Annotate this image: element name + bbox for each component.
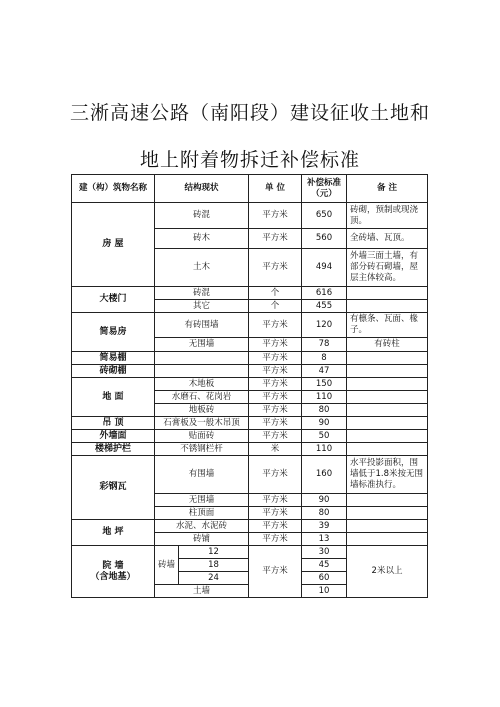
value-cell: 90	[302, 494, 347, 507]
category-name: 吊 顶	[72, 417, 155, 430]
header-standard	[302, 175, 347, 203]
table-row	[72, 430, 428, 443]
note-cell	[347, 391, 428, 404]
structure-cell: 石膏板及一般木吊顶	[155, 417, 249, 430]
value-cell: 494	[302, 249, 347, 287]
unit-cell: 平方米	[249, 313, 302, 338]
note-cell: 有砖柱	[347, 338, 428, 352]
table-row	[72, 352, 428, 365]
header-note: 备 注	[347, 175, 428, 203]
unit-cell: 平方米	[249, 249, 302, 287]
table-row	[72, 443, 428, 456]
category-name: 砖砌棚	[72, 365, 155, 378]
table-row	[72, 365, 428, 378]
structure-cell	[155, 365, 249, 378]
note-cell	[347, 365, 428, 378]
category-name: 大楼门	[72, 287, 155, 313]
table-row	[72, 456, 428, 494]
category-name: 简易房	[72, 313, 155, 352]
header-unit: 单 位	[249, 175, 302, 203]
unit-cell: 个	[249, 300, 302, 313]
structure-cell: 有围墙	[155, 456, 249, 494]
category-name: 地 坪	[72, 520, 155, 546]
note-cell	[347, 300, 428, 313]
header-standard-bottom: （元）	[311, 188, 337, 199]
note-cell	[347, 494, 428, 507]
thickness-cell: 24	[179, 572, 249, 585]
value-cell: 560	[302, 229, 347, 249]
unit-cell: 平方米	[249, 507, 302, 520]
table-row	[72, 417, 428, 430]
unit-cell: 平方米	[249, 365, 302, 378]
structure-cell	[155, 352, 249, 365]
structure-cell: 土墙	[155, 585, 249, 598]
value-cell: 50	[302, 430, 347, 443]
unit-cell: 平方米	[249, 546, 302, 598]
structure-cell: 无围墙	[155, 494, 249, 507]
unit-cell: 平方米	[249, 456, 302, 494]
structure-cell: 砖混	[155, 287, 249, 300]
structure-cell: 无围墙	[155, 338, 249, 352]
value-cell: 10	[302, 585, 347, 598]
category-name: 楼梯护栏	[72, 443, 155, 456]
thickness-cell: 18	[179, 559, 249, 572]
structure-cell: 水泥、水泥砖	[155, 520, 249, 533]
unit-cell: 平方米	[249, 520, 302, 533]
unit-cell: 平方米	[249, 404, 302, 417]
unit-cell: 平方米	[249, 352, 302, 365]
header-standard-top: 补偿标准	[307, 177, 342, 188]
value-cell: 455	[302, 300, 347, 313]
unit-cell: 平方米	[249, 378, 302, 391]
note-cell	[347, 352, 428, 365]
note-cell: 砖砌，预制或现浇顶。	[347, 203, 428, 229]
structure-cell: 其它	[155, 300, 249, 313]
value-cell: 150	[302, 378, 347, 391]
note-cell	[347, 404, 428, 417]
value-cell: 120	[302, 313, 347, 338]
note-cell	[347, 430, 428, 443]
unit-cell: 平方米	[249, 494, 302, 507]
unit-cell: 平方米	[249, 203, 302, 229]
table-row	[72, 546, 428, 559]
wall-type-cell: 砖墙	[155, 546, 179, 585]
value-cell: 90	[302, 417, 347, 430]
unit-cell: 米	[249, 443, 302, 456]
category-name: 房 屋	[72, 203, 155, 287]
note-cell	[347, 443, 428, 456]
note-cell	[347, 378, 428, 391]
table-row	[72, 203, 428, 229]
table-row	[72, 287, 428, 300]
structure-cell: 水磨石、花岗岩	[155, 391, 249, 404]
value-cell: 47	[302, 365, 347, 378]
note-cell	[347, 507, 428, 520]
compensation-table	[71, 174, 428, 598]
unit-cell: 平方米	[249, 338, 302, 352]
note-cell	[347, 417, 428, 430]
note-cell: 全砖墙、瓦顶。	[347, 229, 428, 249]
structure-cell: 柱顶面	[155, 507, 249, 520]
category-name	[72, 546, 155, 598]
note-cell	[347, 520, 428, 533]
value-cell: 80	[302, 404, 347, 417]
unit-cell: 平方米	[249, 391, 302, 404]
header-structure: 结构现状	[155, 175, 249, 203]
value-cell: 110	[302, 391, 347, 404]
structure-cell: 有砖围墙	[155, 313, 249, 338]
document-title-line-2: 地上附着物拆迁补偿标准	[139, 149, 360, 171]
value-cell: 13	[302, 533, 347, 546]
value-cell: 30	[302, 546, 347, 559]
category-name: 简易棚	[72, 352, 155, 365]
structure-cell: 地板砖	[155, 404, 249, 417]
value-cell: 616	[302, 287, 347, 300]
note-cell	[347, 287, 428, 300]
note-cell	[347, 533, 428, 546]
unit-cell: 平方米	[249, 430, 302, 443]
unit-cell: 平方米	[249, 417, 302, 430]
table-row	[72, 378, 428, 391]
value-cell: 80	[302, 507, 347, 520]
value-cell: 160	[302, 456, 347, 494]
header-name: 建（构）筑物名称	[72, 175, 155, 203]
structure-cell: 贴面砖	[155, 430, 249, 443]
structure-cell: 砖混	[155, 203, 249, 229]
value-cell: 60	[302, 572, 347, 585]
structure-cell: 砖木	[155, 229, 249, 249]
value-cell: 39	[302, 520, 347, 533]
category-name-sub: （含地基）	[90, 571, 136, 582]
table-row	[72, 520, 428, 533]
document-title-line-1: 三淅高速公路（南阳段）建设征收土地和	[69, 102, 430, 124]
table-header-row	[72, 175, 428, 203]
category-name: 地 面	[72, 378, 155, 417]
category-name: 彩钢瓦	[72, 456, 155, 520]
structure-cell: 砖铺	[155, 533, 249, 546]
category-name: 外墙面	[72, 430, 155, 443]
unit-cell: 个	[249, 287, 302, 300]
structure-cell: 不锈钢栏杆	[155, 443, 249, 456]
value-cell: 45	[302, 559, 347, 572]
note-cell: 水平投影面积，围墙低于1.8米按无围墙标准执行。	[347, 456, 428, 494]
note-cell: 有檩条、瓦面、椽子。	[347, 313, 428, 338]
note-cell: 外墙三面土墙，有部分砖石砌墙，屋层主体较高。	[347, 249, 428, 287]
category-name-main: 院 墙	[102, 560, 124, 571]
unit-cell: 平方米	[249, 229, 302, 249]
unit-cell: 平方米	[249, 533, 302, 546]
structure-cell: 木地板	[155, 378, 249, 391]
value-cell: 110	[302, 443, 347, 456]
table-row	[72, 313, 428, 338]
value-cell: 8	[302, 352, 347, 365]
structure-cell: 土木	[155, 249, 249, 287]
note-cell: 2米以上	[347, 546, 428, 598]
value-cell: 650	[302, 203, 347, 229]
value-cell: 78	[302, 338, 347, 352]
thickness-cell: 12	[179, 546, 249, 559]
